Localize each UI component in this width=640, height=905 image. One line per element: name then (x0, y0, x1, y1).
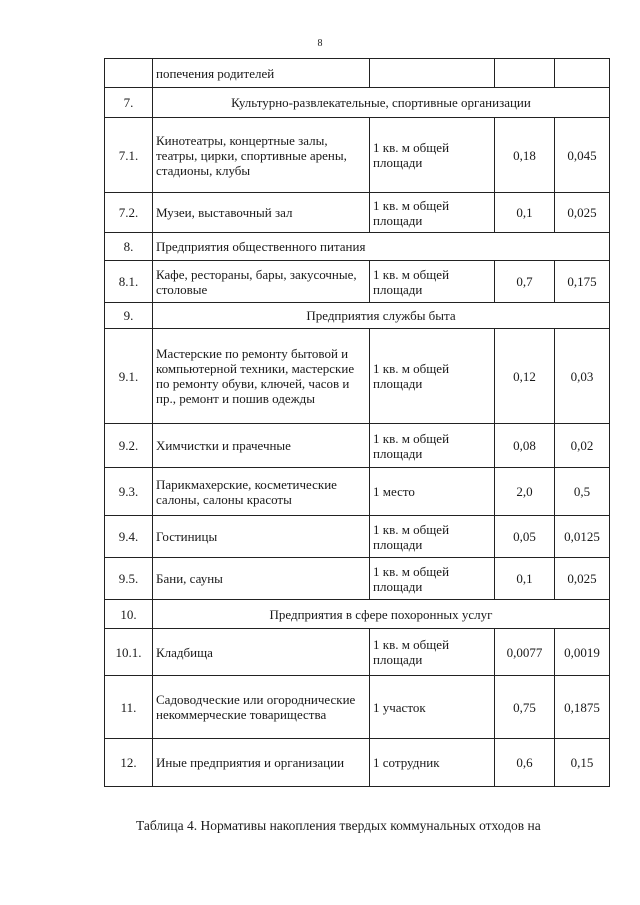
row-number: 9.2. (105, 424, 153, 468)
row-norm-volume: 0,1875 (555, 676, 610, 739)
table-row (105, 261, 610, 303)
row-number: 9.3. (105, 468, 153, 516)
table-row (105, 329, 610, 424)
row-norm-mass: 0,1 (495, 558, 555, 600)
waste-norms-table (104, 58, 610, 787)
row-number: 9. (105, 303, 153, 329)
row-norm-volume: 0,5 (555, 468, 610, 516)
table-row (105, 739, 610, 787)
section-title: Культурно-развлекательные, спортивные организации (153, 88, 610, 118)
row-norm-volume: 0,045 (555, 118, 610, 193)
row-unit: 1 кв. м общей площади (370, 261, 495, 303)
section-title: Предприятия в сфере похоронных услуг (153, 600, 610, 629)
row-unit: 1 место (370, 468, 495, 516)
row-norm-volume: 0,03 (555, 329, 610, 424)
row-unit: 1 кв. м общей площади (370, 329, 495, 424)
page-number: 8 (317, 38, 323, 49)
row-name: Бани, сауны (153, 558, 370, 600)
row-unit: 1 кв. м общей площади (370, 629, 495, 676)
row-name: Кинотеатры, концертные залы, театры, цирки, спортивные арены, стадионы, клубы (153, 118, 370, 193)
row-name: Музеи, выставочный зал (153, 193, 370, 233)
table-row (105, 59, 610, 88)
row-norm-mass: 0,6 (495, 739, 555, 787)
row-norm-volume: 0,0125 (555, 516, 610, 558)
row-number (105, 59, 153, 88)
row-norm-mass: 0,18 (495, 118, 555, 193)
row-number: 8.1. (105, 261, 153, 303)
section-title: Предприятия службы быта (153, 303, 610, 329)
row-norm-mass: 0,12 (495, 329, 555, 424)
row-number: 10. (105, 600, 153, 629)
section-title: Предприятия общественного питания (153, 233, 610, 261)
row-norm-mass (495, 59, 555, 88)
row-norm-volume: 0,02 (555, 424, 610, 468)
table-row (105, 629, 610, 676)
row-name: Кладбища (153, 629, 370, 676)
row-unit: 1 кв. м общей площади (370, 118, 495, 193)
row-number: 9.4. (105, 516, 153, 558)
table-row (105, 468, 610, 516)
row-norm-mass: 0,05 (495, 516, 555, 558)
row-name: Кафе, рестораны, бары, закусочные, столовые (153, 261, 370, 303)
table-row (105, 558, 610, 600)
row-unit (370, 59, 495, 88)
row-name: попечения родителей (153, 59, 370, 88)
row-number: 7. (105, 88, 153, 118)
row-number: 12. (105, 739, 153, 787)
row-number: 7.2. (105, 193, 153, 233)
row-norm-volume (555, 59, 610, 88)
table-row (105, 193, 610, 233)
row-name: Парикмахерские, косметические салоны, салоны красоты (153, 468, 370, 516)
section-row (105, 233, 610, 261)
row-norm-volume: 0,0019 (555, 629, 610, 676)
row-norm-mass: 0,1 (495, 193, 555, 233)
row-unit: 1 участок (370, 676, 495, 739)
row-number: 11. (105, 676, 153, 739)
table-row (105, 676, 610, 739)
row-name: Иные предприятия и организации (153, 739, 370, 787)
row-unit: 1 кв. м общей площади (370, 558, 495, 600)
row-unit: 1 кв. м общей площади (370, 516, 495, 558)
row-norm-mass: 0,08 (495, 424, 555, 468)
row-name: Садоводческие или огороднические некоммерческие товарищества (153, 676, 370, 739)
section-row (105, 303, 610, 329)
section-row (105, 600, 610, 629)
row-number: 9.5. (105, 558, 153, 600)
row-name: Мастерские по ремонту бытовой и компьютерной техники, мастерские по ремонту обуви, ключей, часов и пр., ремонт и пошив одежды (153, 329, 370, 424)
row-unit: 1 сотрудник (370, 739, 495, 787)
section-row (105, 88, 610, 118)
table-row (105, 118, 610, 193)
row-number: 10.1. (105, 629, 153, 676)
row-norm-volume: 0,15 (555, 739, 610, 787)
row-unit: 1 кв. м общей площади (370, 424, 495, 468)
row-norm-mass: 0,75 (495, 676, 555, 739)
row-unit: 1 кв. м общей площади (370, 193, 495, 233)
row-norm-mass: 0,0077 (495, 629, 555, 676)
row-number: 7.1. (105, 118, 153, 193)
row-number: 9.1. (105, 329, 153, 424)
row-norm-mass: 2,0 (495, 468, 555, 516)
row-name: Химчистки и прачечные (153, 424, 370, 468)
row-name: Гостиницы (153, 516, 370, 558)
row-number: 8. (105, 233, 153, 261)
row-norm-mass: 0,7 (495, 261, 555, 303)
row-norm-volume: 0,025 (555, 558, 610, 600)
table-caption: Таблица 4. Нормативы накопления твердых коммунальных отходов на (136, 818, 541, 833)
table-row (105, 516, 610, 558)
table-row (105, 424, 610, 468)
row-norm-volume: 0,175 (555, 261, 610, 303)
row-norm-volume: 0,025 (555, 193, 610, 233)
